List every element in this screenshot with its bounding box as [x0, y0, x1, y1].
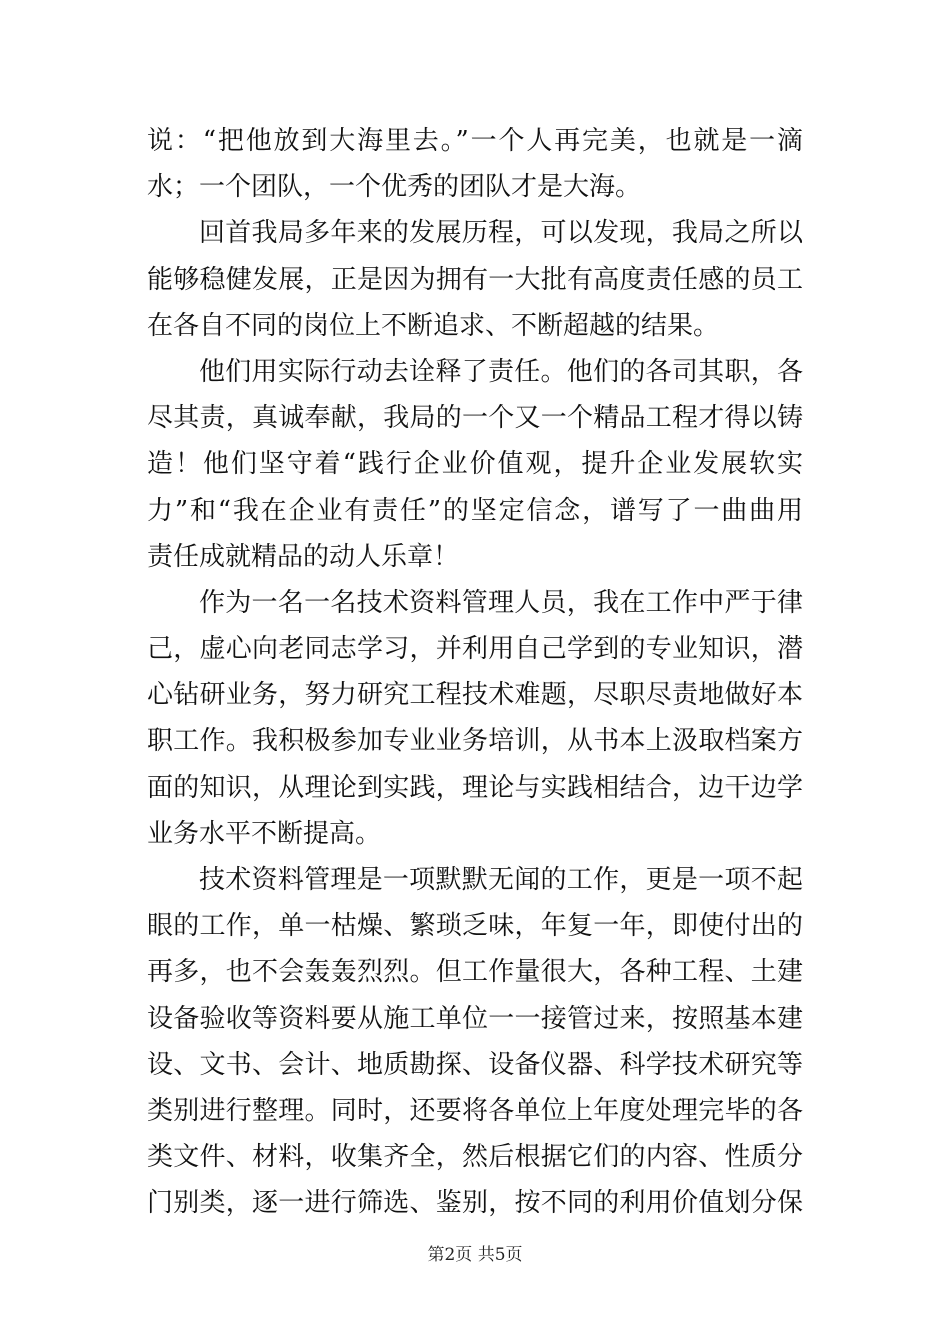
document-body	[147, 118, 803, 1227]
text-line: 力”和“我在企业有责任”的坚定信念，谱写了一曲曲用	[147, 495, 803, 526]
text-line: 尽其责，真诚奉献，我局的一个又一个精品工程才得以铸	[147, 403, 803, 434]
page-footer: 第2页 共5页	[427, 1245, 523, 1265]
text-line: 面的知识，从理论到实践，理论与实践相结合，边干边学	[147, 772, 803, 803]
text-line: 造！他们坚守着“践行企业价值观，提升企业发展软实	[147, 449, 803, 480]
text-line: 在各自不同的岗位上不断追求、不断超越的结果。	[147, 310, 720, 341]
text-line: 回首我局多年来的发展历程，可以发现，我局之所以	[199, 218, 803, 249]
text-line: 他们用实际行动去诠释了责任。他们的各司其职，各	[199, 356, 803, 387]
text-line: 职工作。我积极参加专业业务培训，从书本上汲取档案方	[147, 726, 803, 757]
text-line: 眼的工作，单一枯燥、繁琐乏味，年复一年，即使付出的	[147, 911, 803, 942]
text-line: 己，虚心向老同志学习，并利用自己学到的专业知识，潜	[147, 634, 803, 665]
text-line: 类别进行整理。同时，还要将各单位上年度处理完毕的各	[147, 1095, 803, 1126]
text-line: 门别类，逐一进行筛选、鉴别，按不同的利用价值划分保	[147, 1188, 803, 1219]
text-line: 说：“把他放到大海里去。”一个人再完美，也就是一滴	[147, 126, 803, 156]
text-line: 技术资料管理是一项默默无闻的工作，更是一项不起	[199, 865, 803, 895]
text-line: 再多，也不会轰轰烈烈。但工作量很大，各种工程、土建	[147, 957, 803, 988]
text-line: 设备验收等资料要从施工单位一一接管过来，按照基本建	[147, 1003, 803, 1034]
text-line: 心钻研业务，努力研究工程技术难题，尽职尽责地做好本	[147, 680, 803, 711]
text-line: 类文件、材料，收集齐全，然后根据它们的内容、性质分	[147, 1142, 803, 1173]
text-line: 水；一个团队，一个优秀的团队才是大海。	[147, 172, 642, 203]
text-line: 设、文书、会计、地质勘探、设备仪器、科学技术研究等	[147, 1049, 803, 1080]
text-line: 能够稳健发展，正是因为拥有一大批有高度责任感的员工	[147, 264, 803, 295]
text-line: 责任成就精品的动人乐章！	[147, 541, 460, 572]
text-line: 作为一名一名技术资料管理人员，我在工作中严于律	[199, 587, 803, 618]
text-line: 业务水平不断提高。	[147, 818, 382, 849]
